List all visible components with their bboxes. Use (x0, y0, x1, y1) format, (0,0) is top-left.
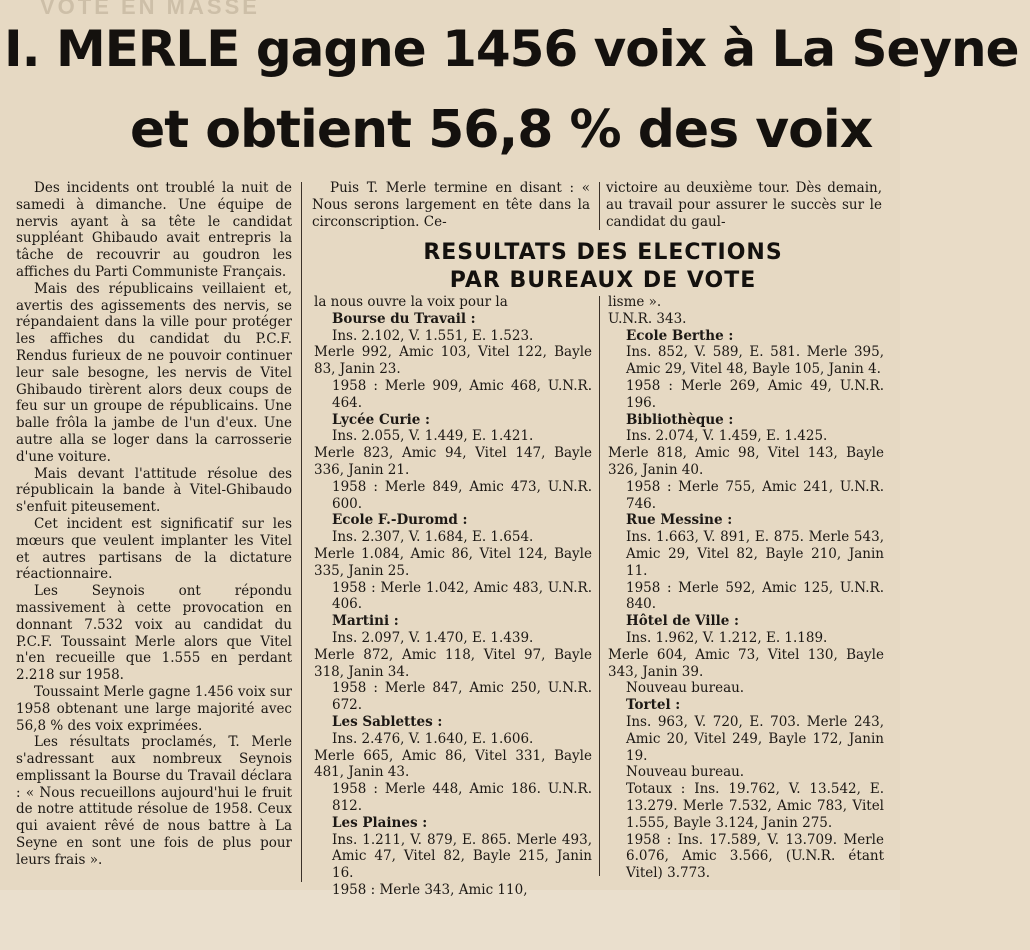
article-column-1 (16, 180, 292, 869)
polling-station-name: Bibliothèque : (626, 411, 734, 428)
result-line: Nouveau bureau. (626, 680, 745, 697)
article-column-3-top (606, 180, 882, 230)
result-line: 1958 : Merle 909, Amic 468, U.N.R. 464. (332, 377, 592, 411)
polling-station-name: Rue Messine : (626, 512, 733, 529)
result-line: Merle 604, Amic 73, Vitel 130, Bayle 343, Janin 39. (608, 646, 884, 680)
paragraph: Puis T. Merle termine en disant : « Nous serons largement en tête dans la circonscription. Ce- (312, 180, 590, 230)
polling-station-name: Bourse du Travail : (332, 310, 476, 327)
polling-station-name: Ecole Berthe : (626, 327, 734, 344)
paragraph: Cet incident est significatif sur les mœurs que veulent implanter les Vitel et autres partisans de la dictature réactionnaire. (16, 515, 292, 583)
headline-line-1: I. MERLE gagne 1456 voix à La Seyne (4, 20, 1019, 78)
result-line: 1958 : Merle 592, Amic 125, U.N.R. 840. (626, 579, 884, 613)
result-line: lisme ». (608, 294, 662, 310)
result-line: 1958 : Merle 847, Amic 250, U.N.R. 672. (332, 680, 592, 714)
result-line: Totaux : Ins. 19.762, V. 13.542, E. 13.279. Merle 7.532, Amic 783, Vitel 1.555, Bayle 3.124, Janin 275. (626, 781, 884, 831)
result-line: Ins. 1.211, V. 879, E. 865. Merle 493, Amic 47, Vitel 82, Bayle 215, Janin 16. (332, 831, 592, 882)
paragraph: victoire au deuxième tour. Dès demain, au travail pour assurer le succès sur le candidat du gaul- (606, 180, 882, 230)
paper-bottom-margin (0, 890, 900, 950)
polling-station-name: Martini : (332, 613, 399, 630)
paragraph: Les résultats proclamés, T. Merle s'adressant aux nombreux Seynois emplissant la Bourse du Travail déclara : « Nous recueillons aujourd'hui le fruit de notre attitude résolue de 1958. Ceux qui avaient rêvé de nous battre à La Seyne en sont une fois de plus pour leurs frais ». (16, 734, 292, 868)
result-line: 1958 : Merle 269, Amic 49, U.N.R. 196. (626, 377, 884, 411)
result-line: Ins. 2.097, V. 1.470, E. 1.439. (332, 629, 534, 646)
paragraph: Les Seynois ont répondu massivement à cette provocation en donnant 7.532 voix au candidat du P.C.F. Toussaint Merle alors que Vitel n'en recueille que 1.555 en perdant 2.218 sur 1958. (16, 583, 292, 684)
result-line: Ins. 1.962, V. 1.212, E. 1.189. (626, 629, 828, 646)
result-line: 1958 : Merle 448, Amic 186. U.N.R. 812. (332, 781, 592, 814)
result-line: Ins. 2.476, V. 1.640, E. 1.606. (332, 730, 534, 747)
result-line: 1958 : Merle 849, Amic 473, U.N.R. 600. (332, 478, 592, 512)
result-line: Nouveau bureau. (626, 764, 745, 781)
result-line: Merle 872, Amic 118, Vitel 97, Bayle 318, Janin 34. (314, 646, 592, 680)
result-line: Ins. 2.102, V. 1.551, E. 1.523. (332, 327, 534, 344)
result-line: 1958 : Ins. 17.589, V. 13.709. Merle 6.076, Amic 3.566, (U.N.R. étant Vitel) 3.773. (626, 831, 884, 882)
result-line: Merle 992, Amic 103, Vitel 122, Bayle 83, Janin 23. (314, 344, 592, 378)
result-line: Merle 823, Amic 94, Vitel 147, Bayle 336, Janin 21. (314, 445, 592, 478)
result-line: Merle 818, Amic 98, Vitel 143, Bayle 326, Janin 40. (608, 445, 884, 478)
result-line: Ins. 852, V. 589, E. 581. Merle 395, Amic 29, Vitel 48, Bayle 105, Janin 4. (626, 344, 884, 378)
results-title-line-1: RESULTATS DES ELECTIONS (423, 240, 783, 265)
polling-station-name: Tortel : (626, 697, 681, 714)
column-rule (599, 182, 600, 230)
results-column-1 (314, 294, 592, 899)
result-line: Ins. 963, V. 720, E. 703. Merle 243, Amic 20, Vitel 249, Bayle 172, Janin 19. (626, 713, 884, 764)
result-line: Ins. 2.055, V. 1.449, E. 1.421. (332, 428, 534, 445)
polling-station-name: Hôtel de Ville : (626, 613, 740, 630)
result-line: 1958 : Merle 755, Amic 241, U.N.R. 746. (626, 478, 884, 512)
paragraph: Mais devant l'attitude résolue des républicain la bande à Vitel-Ghibaudo s'enfuit piteusement. (16, 465, 292, 516)
result-line: 1958 : Merle 343, Amic 110, (332, 881, 528, 898)
result-line: U.N.R. 343. (608, 310, 687, 327)
bleed-through-text: VOTE EN MASSE (40, 0, 260, 19)
article-column-2-top (312, 180, 590, 230)
polling-station-name: Ecole F.-Duromd : (332, 512, 468, 529)
column-rule (301, 182, 302, 882)
result-line: Ins. 1.663, V. 891, E. 875. Merle 543, Amic 29, Vitel 82, Bayle 210, Janin 11. (626, 529, 884, 579)
polling-station-name: Lycée Curie : (332, 411, 431, 428)
result-line: 1958 : Merle 1.042, Amic 483, U.N.R. 406. (332, 579, 592, 613)
column-rule (599, 296, 600, 876)
polling-station-name: Les Plaines : (332, 814, 428, 831)
results-title-line-2: PAR BUREAUX DE VOTE (449, 268, 757, 293)
paragraph: Des incidents ont troublé la nuit de samedi à dimanche. Une équipe de nervis ayant à sa tête le candidat suppléant Ghibaudo avait entrepris la tâche de recouvrir au goudron les affiches du Parti Communiste Français. (16, 180, 292, 280)
result-line: Ins. 2.307, V. 1.684, E. 1.654. (332, 529, 534, 546)
paragraph: Mais des républicains veillaient et, avertis des agissements des nervis, se répandaient dans la ville pour protéger les affiches du candidat du P.C.F. Rendus furieux de ne pouvoir continuer leur sale besogne, les nervis de Vitel Ghibaudo tirèrent alors deux coups de feu sur un groupe de républicains. Une balle frôla la jambe de l'un d'eux. Une autre alla se loger dans la carrosserie d'une voiture. (16, 280, 292, 465)
result-line: Merle 1.084, Amic 86, Vitel 124, Bayle 335, Janin 25. (314, 545, 592, 579)
headline-line-2: et obtient 56,8 % des voix (130, 100, 873, 160)
paragraph: Toussaint Merle gagne 1.456 voix sur 1958 obtenant une large majorité avec 56,8 % des voix exprimées. (16, 683, 292, 734)
result-line: Ins. 2.074, V. 1.459, E. 1.425. (626, 428, 828, 445)
results-column-2 (608, 294, 884, 882)
result-line: la nous ouvre la voix pour la (314, 294, 508, 310)
polling-station-name: Les Sablettes : (332, 713, 443, 730)
result-line: Merle 665, Amic 86, Vitel 331, Bayle 481, Janin 43. (314, 747, 592, 781)
